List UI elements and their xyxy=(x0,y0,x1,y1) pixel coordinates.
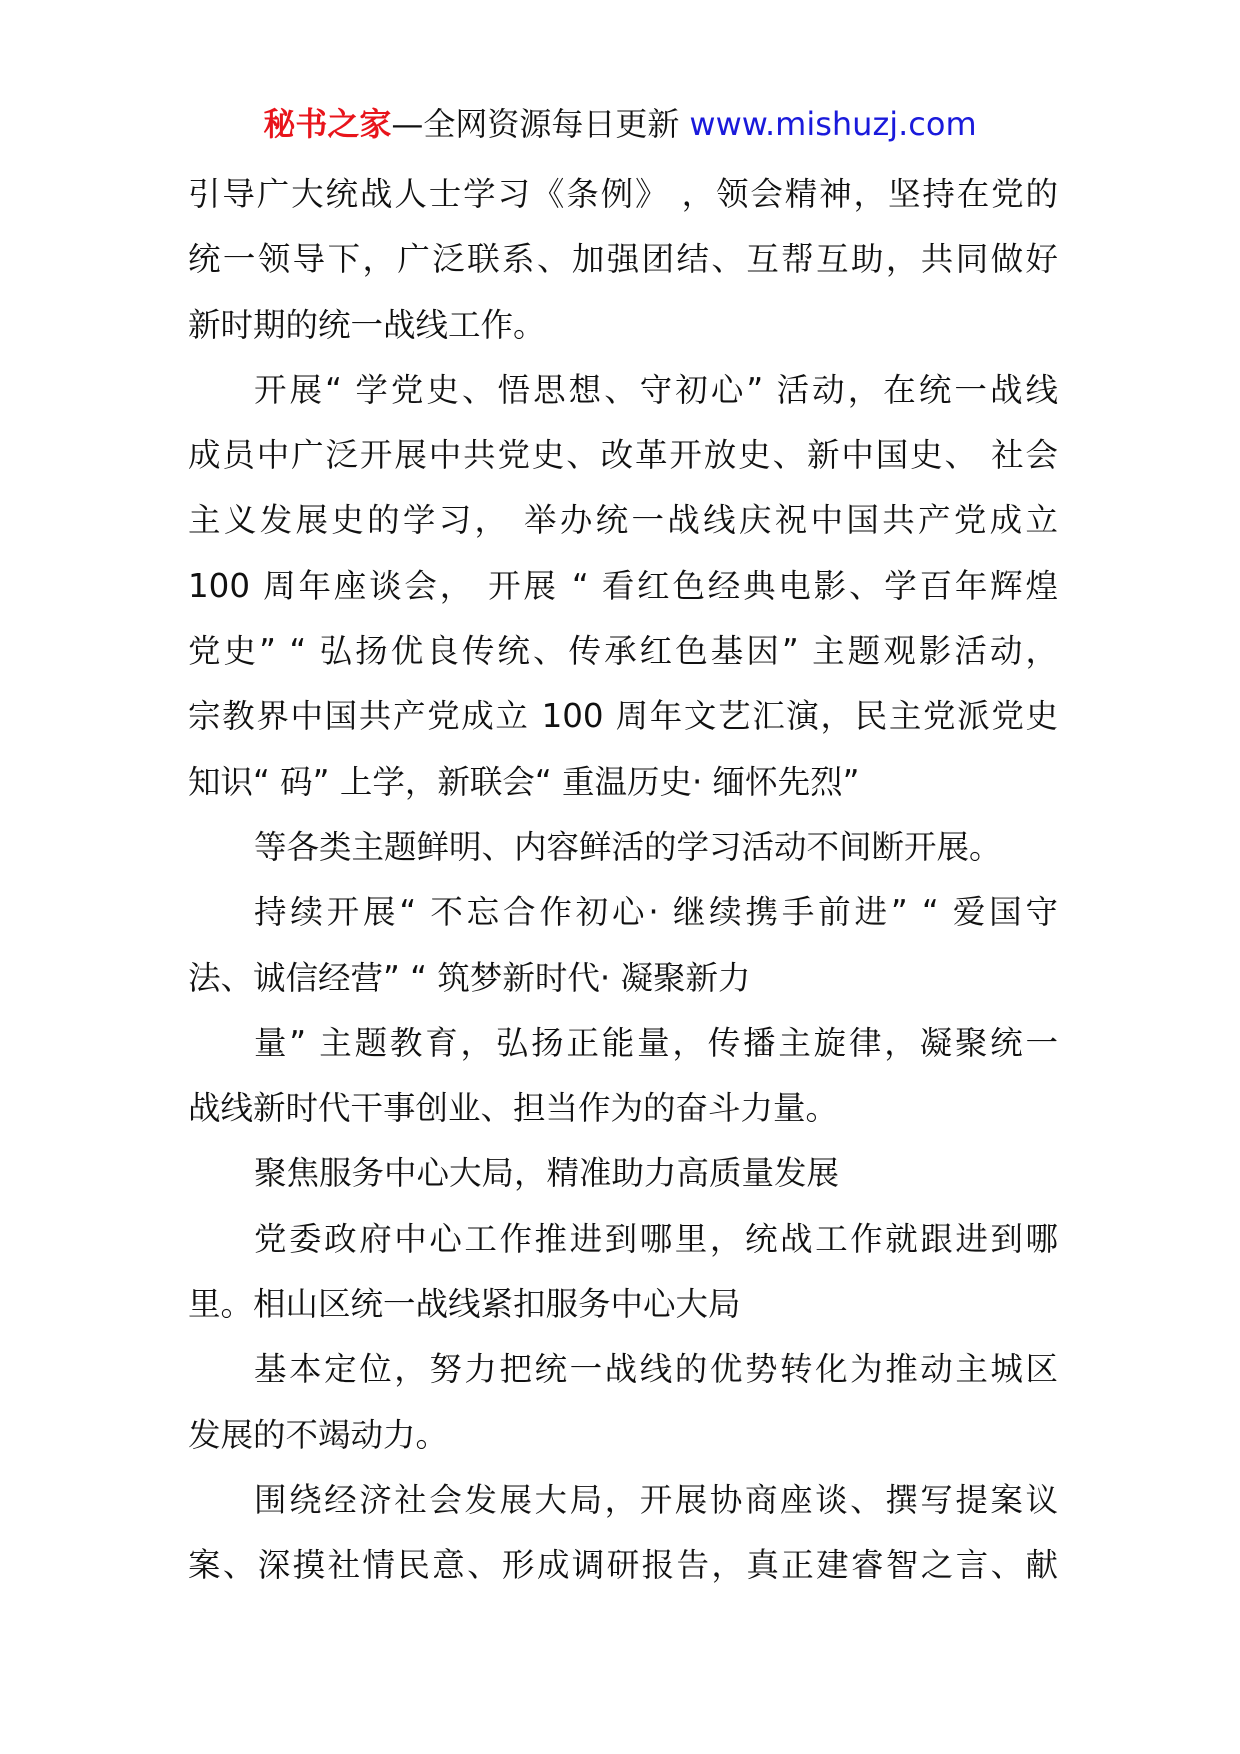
body-text-line: 量” 主题教育，弘扬正能量，传播主旋律，凝聚统一 xyxy=(254,1023,1058,1062)
body-text-line: 统一领导下，广泛联系、加强团结、互帮互助，共同做好 xyxy=(188,240,1058,279)
body-text-line: 党史” “ 弘扬优良传统、传承红色基因” 主题观影活动， xyxy=(188,632,1058,671)
body-text-line: 等各类主题鲜明、内容鲜活的学习活动不间断开展。 xyxy=(254,827,1002,866)
body-text-line: 法、诚信经营” “ 筑梦新时代· 凝聚新力 xyxy=(188,958,751,997)
brand-name: 秘书之家 xyxy=(263,105,392,143)
header-url-link[interactable]: www.mishuzj.com xyxy=(689,105,977,143)
body-text-line: 持续开展“ 不忘合作初心· 继续携手前进” “ 爱国守 xyxy=(254,893,1058,932)
document-body xyxy=(188,162,1058,1599)
body-text-line: 里。相山区统一战线紧扣服务中心大局 xyxy=(188,1285,741,1324)
header-slogan: —全网资源每日更新 xyxy=(391,105,680,143)
body-text-line: 围绕经济社会发展大局，开展协商座谈、撰写提案议 xyxy=(254,1480,1058,1519)
body-text-line: 宗教界中国共产党成立 100 周年文艺汇演，民主党派党史 xyxy=(188,697,1058,736)
page-header xyxy=(0,100,1240,148)
body-text-line: 战线新时代干事创业、担当作为的奋斗力量。 xyxy=(188,1089,839,1128)
body-text-line: 引导广大统战人士学习《条例》 ，领会精神，坚持在党的 xyxy=(188,175,1058,213)
body-text-line: 发展的不竭动力。 xyxy=(188,1415,449,1454)
body-text-line: 知识“ 码” 上学，新联会“ 重温历史· 缅怀先烈” xyxy=(188,762,860,801)
body-text-line: 党委政府中心工作推进到哪里，统战工作就跟进到哪 xyxy=(254,1219,1058,1258)
body-text-line: 聚焦服务中心大局，精准助力高质量发展 xyxy=(254,1154,840,1193)
body-text-line: 开展“ 学党史、悟思想、守初心” 活动，在统一战线 xyxy=(254,370,1058,409)
body-text-line: 案、深摸社情民意、形成调研报告，真正建睿智之言、献 xyxy=(188,1546,1058,1585)
body-text-line: 主义发展史的学习， 举办统一战线庆祝中国共产党成立 xyxy=(188,501,1058,540)
body-text-line: 基本定位，努力把统一战线的优势转化为推动主城区 xyxy=(254,1350,1058,1389)
body-text-line: 100 周年座谈会， 开展 “ 看红色经典电影、学百年辉煌 xyxy=(188,566,1058,605)
body-text-line: 成员中广泛开展中共党史、改革开放史、新中国史、 社会 xyxy=(188,436,1058,475)
body-text-line: 新时期的统一战线工作。 xyxy=(188,305,546,344)
